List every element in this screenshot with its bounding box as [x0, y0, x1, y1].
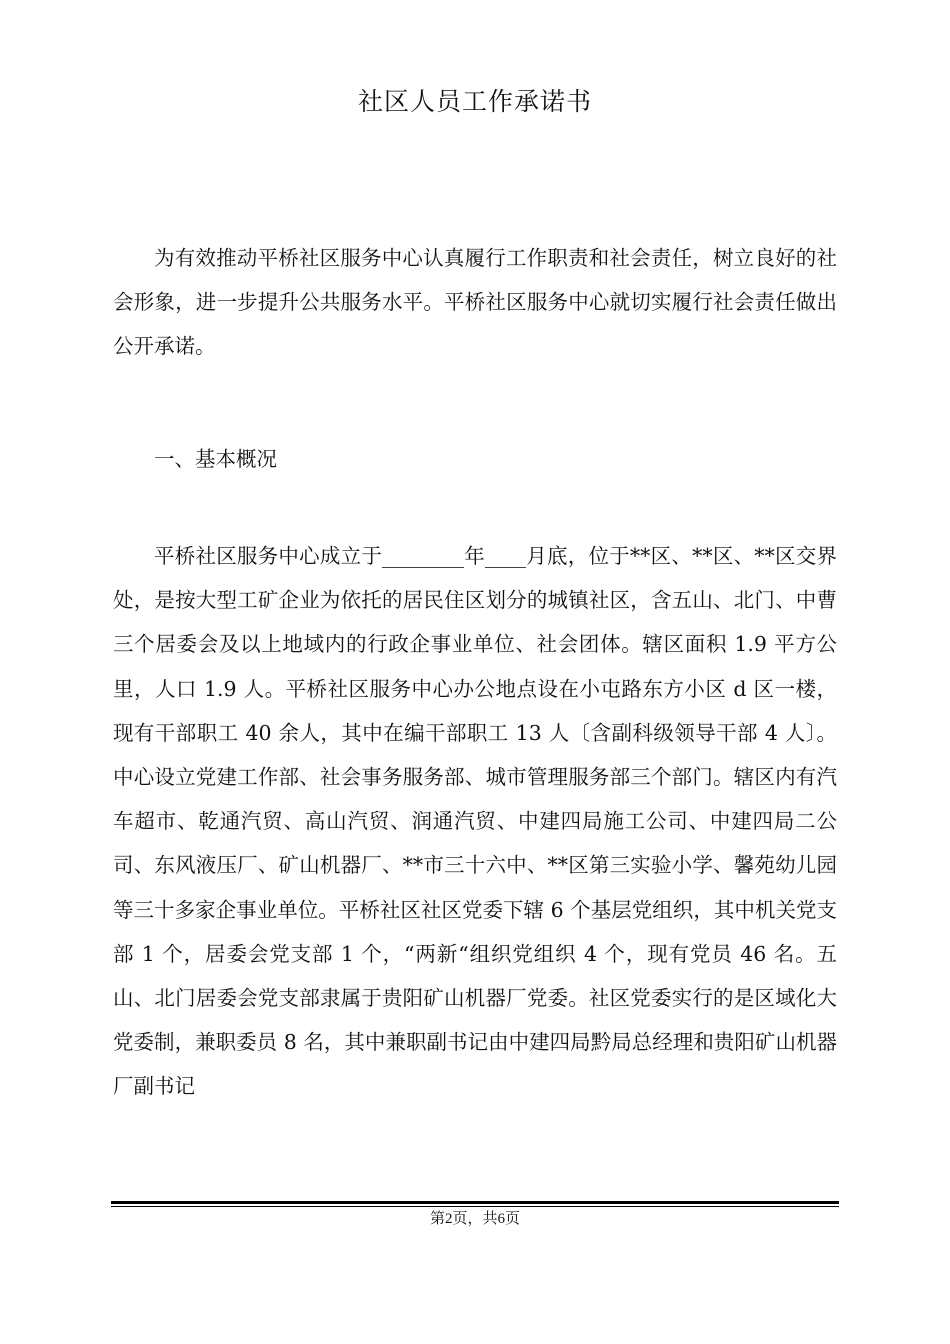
- page-number: 第2页，共6页: [429, 1211, 520, 1227]
- footer-divider: [111, 1201, 839, 1204]
- intro-paragraph: 为有效推动平桥社区服务中心认真履行工作职责和社会责任，树立良好的社会形象，进一步提升公共服务水平。平桥社区服务中心就切实履行社会责任做出公开承诺。: [113, 246, 837, 359]
- section-heading: 一、基本概况: [154, 447, 277, 471]
- footer-divider-thin: [111, 1206, 839, 1207]
- overview-paragraph: 平桥社区服务中心成立于________年____月底，位于**区、**区、**区交界处，是按大型工矿企业为依托的居民住区划分的城镇社区，含五山、北门、中曹三个居委会及以上地域内的行政企事业单位、社会团体。辖区面积 1.9 平方公里，人口 1.9 人。平桥社区服务中心办公地点设在小屯路东方小区 d 区一楼，现有干部职工 40 余人，其中在编干部职工 13 人〔含副科级领导干部 4 人〕。中心设立党建工作部、社会事务服务部、城市管理服务部三个部门。辖区内有汽车超市、乾通汽贸、高山汽贸、润通汽贸、中建四局施工公司、中建四局二公司、东风液压厂、矿山机器厂、**市三十六中、**区第三实验小学、馨苑幼儿园等三十多家企事业单位。平桥社区社区党委下辖 6 个基层党组织，其中机关党支部 1 个，居委会党支部 1 个，“两新“组织党组织 4 个，现有党员 46 名。五山、北门居委会党支部隶属于贵阳矿山机器厂党委。社区党委实行的是区域化大党委制，兼职委员 8 名，其中兼职副书记由中建四局黔局总经理和贵阳矿山机器厂副书记: [113, 544, 837, 1099]
- document-title: 社区人员工作承诺书: [357, 87, 592, 116]
